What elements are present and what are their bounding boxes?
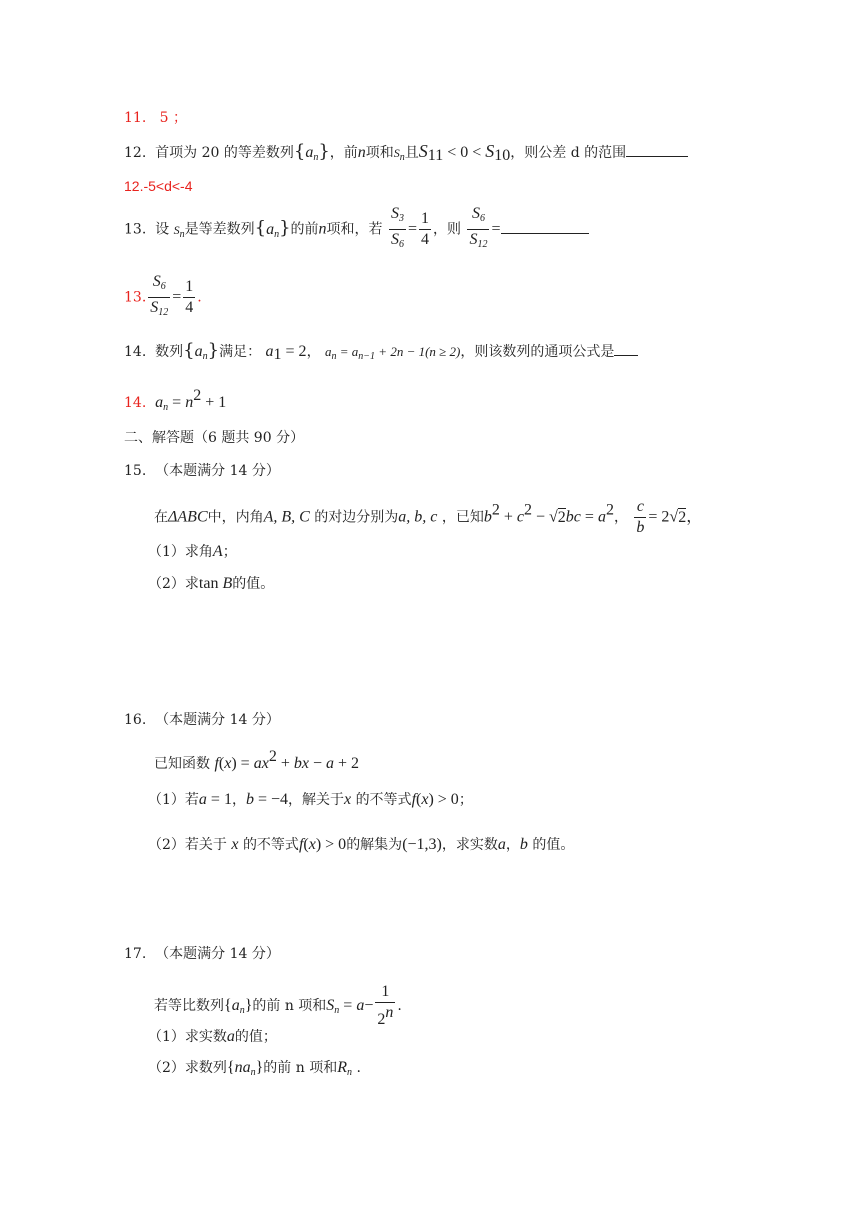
question-text: 的不等式 (242, 837, 299, 853)
question-text: 的对边分别为 (314, 509, 399, 526)
question-text: 的不等式 (355, 792, 412, 808)
question-text: （1）求实数 (148, 1029, 227, 1045)
question-text: . (397, 998, 402, 1014)
question-text: 的值。 (232, 576, 275, 592)
question-16-part-1: （1）若a = 1，b = −4，解关于x 的不等式f(x) > 0； (148, 791, 473, 808)
question-16-body: 已知函数 $f(x) = ax^2$ + bx − a + 2 (154, 748, 360, 772)
question-text: （1）求角 (148, 544, 213, 560)
question-16-header (124, 710, 280, 730)
question-text: 中，内角 (207, 509, 264, 526)
answer-number: 13. (124, 289, 147, 306)
question-text: 项和，若 (326, 221, 383, 238)
answer-text: 5 ； (159, 110, 187, 126)
question-points: （本题满分 14 分） (155, 463, 280, 479)
answer-text: -5<d<-4 (143, 178, 193, 194)
question-17-body: 若等比数列$\{a_n\}$的前 n 项和$S_n = a-$ $\frac{1}{2^n}$ . (154, 983, 402, 1028)
question-text: ，已知 (441, 509, 484, 526)
answer-blank (614, 341, 638, 356)
answer-number: 14. (124, 395, 147, 411)
answer-13: 13. $\frac{S_6}{S_{12}}$ = $\frac{1}{4}$ . (124, 273, 202, 318)
question-text: ，则公差 d 的范围 (510, 145, 627, 161)
question-text: 若等比数列 (154, 998, 224, 1014)
question-text: 且 (404, 145, 419, 161)
answer-14: 14. $a_n = n^2 + 1$ (124, 387, 227, 413)
question-number: 12. (124, 145, 147, 161)
question-text: 设 (155, 221, 170, 238)
question-17-header (124, 944, 280, 964)
question-text: ； (458, 792, 473, 808)
fraction: $\frac{S_3}{S_6}$ (390, 205, 404, 250)
question-text: 的值。 (532, 837, 575, 853)
answer-blank (501, 219, 589, 234)
answer-number: 12. (124, 178, 144, 194)
question-text: 的解集为 (346, 837, 403, 853)
question-17-part-1: （1）求实数a的值； (148, 1028, 277, 1045)
question-points: （本题满分 14 分） (155, 712, 280, 728)
question-text: ， (306, 344, 321, 360)
question-text: ，则该数列的通项公式是 (460, 344, 615, 360)
question-17-part-2: （2）求数列$\{na_n\}$的前 n 项和$R_n$ . (148, 1059, 361, 1078)
answer-12 (124, 176, 193, 196)
question-text: 是等差数列 (184, 221, 255, 238)
question-text: ，求实数 (441, 837, 498, 853)
question-text: （2）求数列 (148, 1060, 227, 1076)
answer-text: . (197, 289, 202, 306)
math-seq: { (293, 141, 306, 162)
section-heading: 二、解答题（6 题共 90 分） (124, 430, 305, 446)
question-number: 16. (124, 712, 147, 728)
question-text: 项和 (365, 145, 394, 161)
question-13: 13. 设 $S_n$是等差数列$\{a_n\}$的前n项和，若 $\frac{S_3}{S_6}$ = $\frac{1}{4}$ ，则 $\frac{S_6}{S_{12}}$ = (124, 204, 589, 255)
question-text: 的前 n 项和 (263, 1060, 338, 1076)
question-number: 13. (124, 221, 147, 238)
question-text: 已知函数 (154, 756, 210, 772)
question-text: ； (222, 544, 237, 560)
question-text: ， (613, 509, 628, 526)
question-text: 在 (154, 509, 168, 526)
answer-number: 11. (124, 110, 147, 126)
question-16-part-2: （2）若关于 x 的不等式f(x) > 0的解集为(−1,3)，求实数a，b 的值。 (148, 836, 575, 853)
question-number: 17. (124, 946, 147, 962)
question-text: 首项为 20 的等差数列 (155, 145, 294, 161)
question-text: 数列 (155, 344, 184, 360)
question-text: 的前 (290, 221, 319, 238)
question-15-header (124, 461, 280, 481)
question-15-part-2: （2）求tan B的值。 (148, 575, 275, 592)
question-15-body: 在ΔABC中，内角A, B, C 的对边分别为a, b, c ，已知$b^2 + c^2 - √2bc = a^2$， $\frac{c}{b}$ = 2√2， (154, 498, 703, 536)
answer-blank (626, 142, 688, 157)
question-14: 14. 数列$\{a_n\}$满足： $a_1 = 2$， $a_n = a_{n-1} + 2n - 1(n \ge 2)$，则该数列的通项公式是 (124, 341, 638, 367)
question-number: 15. (124, 463, 147, 479)
question-text: ，解关于 (288, 792, 344, 808)
question-number: 14. (124, 344, 147, 360)
question-text: ，前 (329, 145, 358, 161)
question-text: （2）若关于 (148, 837, 227, 853)
question-text: ， (505, 837, 520, 853)
question-text: ，则 (433, 221, 462, 238)
question-text: 满足： (219, 344, 262, 360)
question-15-part-1: （1）求角A； (148, 543, 237, 560)
question-points: （本题满分 14 分） (155, 946, 280, 962)
question-text: 的值； (234, 1029, 277, 1045)
question-text: 的前 n 项和 (252, 998, 327, 1014)
answer-11 (124, 108, 187, 128)
question-text: . (356, 1060, 361, 1076)
question-12: 12. 首项为 20 的等差数列$\{a_n\}$，前n项和$S_n$且$S_{11} < 0 < S_{10}$，则公差 d 的范围 (124, 141, 688, 168)
question-text: （1）若 (148, 792, 199, 808)
question-text: （2）求 (148, 576, 199, 592)
question-text: ， (231, 792, 246, 808)
